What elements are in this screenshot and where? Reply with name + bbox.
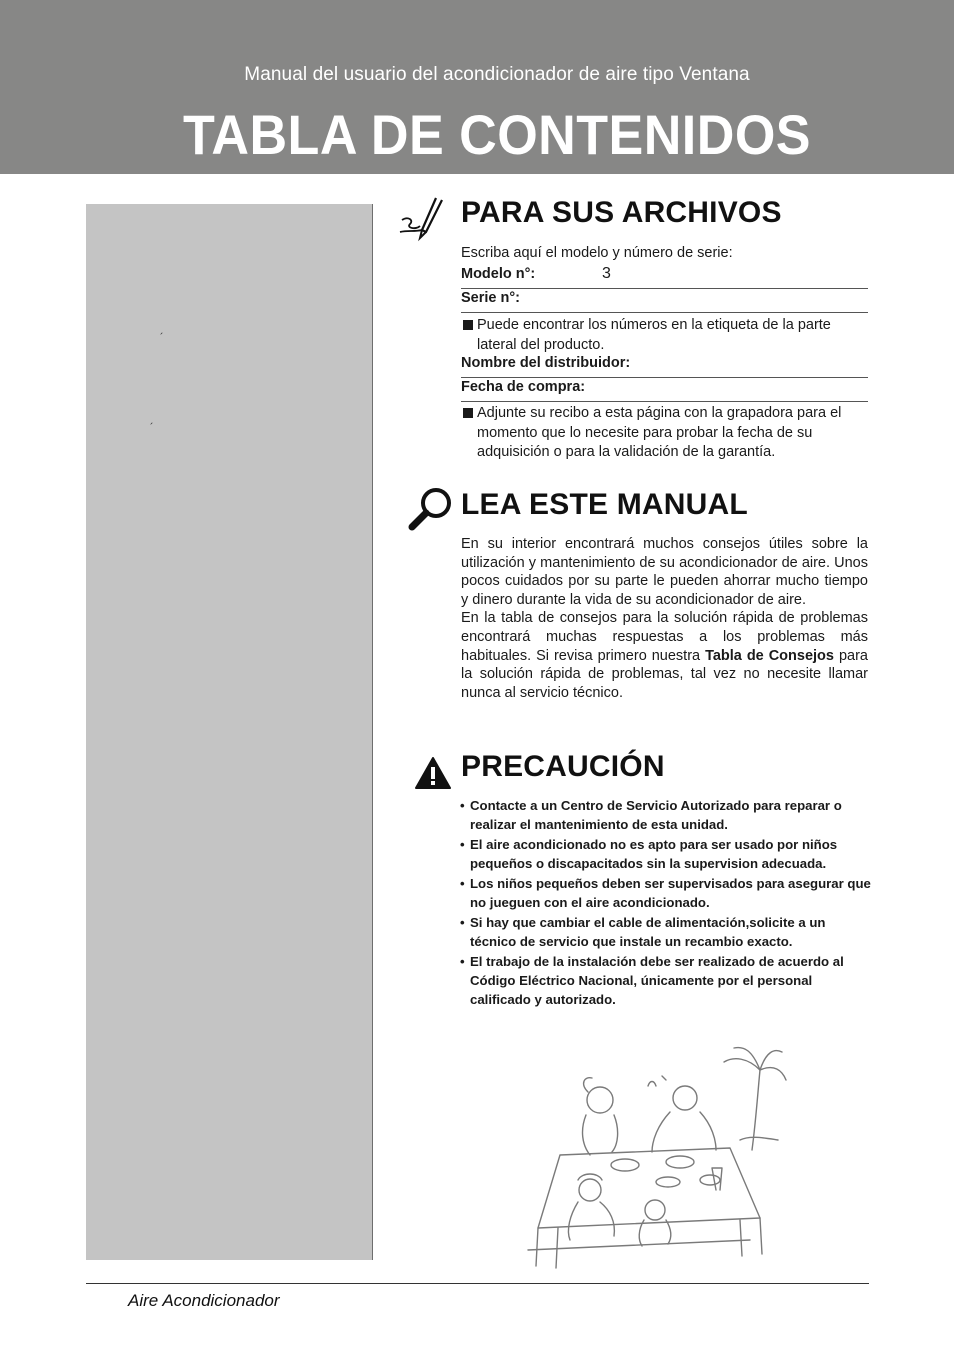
square-bullet-icon (463, 320, 473, 330)
pen-writing-icon (398, 196, 456, 242)
read-manual-p2-end: para la solución rápida de problemas, tal vez no necesite llamar nunca al servicio técnico. (461, 647, 868, 701)
sidebar-mark: ´ (150, 422, 154, 434)
sidebar-mark: ´ (160, 332, 164, 344)
serial-label: Serie n°: (461, 290, 520, 306)
records-note-2-text: Adjunte su recibo a esta página con la grapadora para el momento que lo necesite para probar la fecha de su adquisición o para la validación de la garantía. (477, 405, 842, 460)
sidebar-panel (86, 204, 373, 1260)
footer-label: Aire Acondicionador (128, 1291, 280, 1310)
square-bullet-icon (463, 408, 473, 418)
read-manual-p2-start: En la tabla de consejos para la solución rápida de problemas encontrará muchas respuestas a los problemas más habituales. Si revisa primero nuestra (461, 610, 868, 664)
records-title: PARA SUS ARCHIVOS (461, 196, 782, 229)
tips-table-reference: Tabla de Consejos (705, 647, 834, 664)
magnifier-icon (406, 486, 454, 532)
dealer-label: Nombre del distribuidor: (461, 355, 631, 371)
model-value: 3 (602, 265, 611, 282)
purchase-date-field (461, 379, 868, 402)
caution-item: • El trabajo de la instalación debe ser realizado de acuerdo al Código Eléctrico Nacional, únicamente por el personal calificado y autorizado. (460, 954, 844, 1007)
footer-rule (86, 1283, 869, 1284)
caution-item: • Si hay que cambiar el cable de alimentación,solicite a un técnico de servicio que instale un recambio exacto. (460, 915, 826, 950)
caution-item: • El aire acondicionado no es apto para ser usado por niños pequeños o discapacitados sin la supervision adecuada. (460, 837, 838, 871)
manual-subtitle: Manual del usuario del acondicionador de aire tipo Ventana (244, 64, 750, 85)
read-manual-p1: En su interior encontrará muchos consejos útiles sobre la utilización y mantenimiento de su acondicionador de aire. Unos pocos cuidados por su parte le pueden ahorrar mucho tiempo y dinero durante la vida de su acondicionador de aire. (461, 536, 868, 608)
model-label: Modelo n°: (461, 266, 536, 282)
serial-field (461, 290, 868, 313)
records-intro: Escriba aquí el modelo y número de serie: (461, 245, 733, 261)
picnic-illustration (520, 1040, 790, 1275)
read-manual-paragraph (461, 535, 868, 702)
caution-item: • Contacte a un Centro de Servicio Autorizado para reparar o realizar el mantenimiento de esta unidad. (460, 798, 842, 832)
page-header (0, 0, 954, 174)
model-field (461, 266, 868, 289)
caution-list (460, 797, 872, 1011)
dealer-field (461, 355, 868, 378)
records-note-1 (461, 316, 868, 355)
records-note-2 (461, 404, 868, 463)
warning-triangle-icon (414, 756, 452, 790)
records-note-1-text: Puede encontrar los números en la etiqueta de la parte lateral del producto. (477, 317, 831, 353)
caution-title: PRECAUCIÓN (461, 750, 665, 783)
caution-item: • Los niños pequeños deben ser supervisados para asegurar que no jueguen con el aire acondicionado. (460, 876, 871, 910)
purchase-date-label: Fecha de compra: (461, 379, 586, 395)
read-manual-title: LEA ESTE MANUAL (461, 488, 748, 521)
page-title: TABLA DE CONTENIDOS (182, 103, 811, 166)
